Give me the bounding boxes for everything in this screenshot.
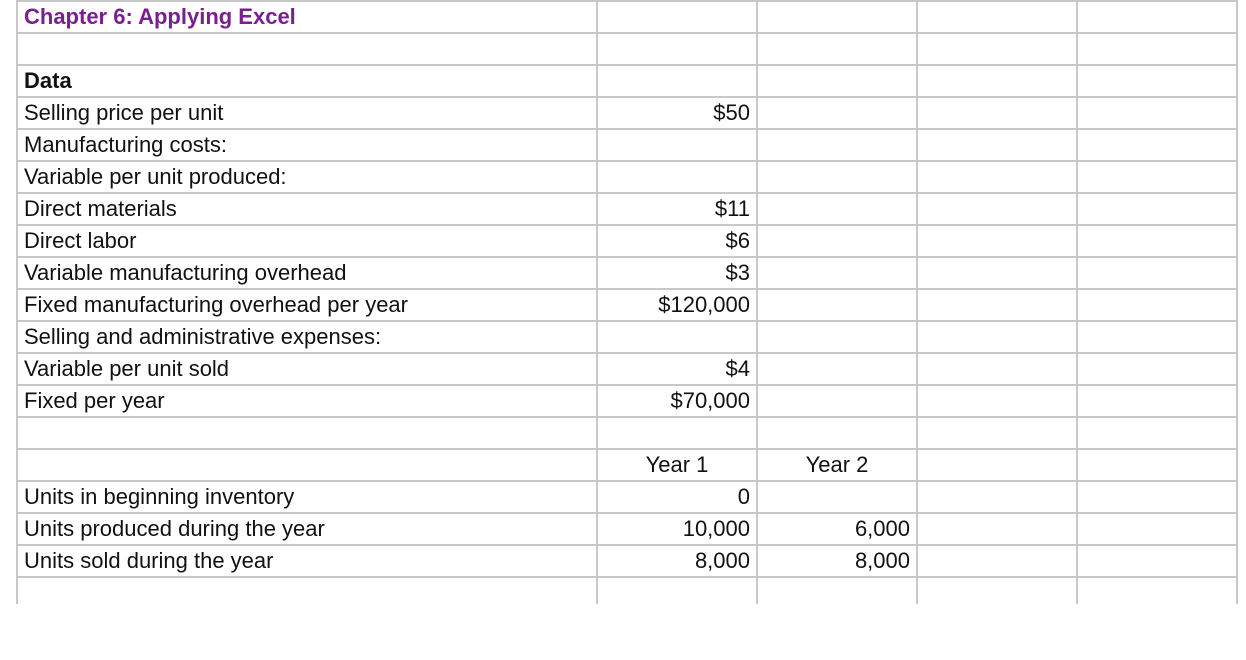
year2-header[interactable]: Year 2 (757, 449, 917, 481)
cell[interactable] (757, 353, 917, 385)
sheet-row (0, 1, 1237, 33)
cell[interactable] (917, 513, 1077, 545)
cell[interactable] (1077, 289, 1237, 321)
selling-price-value[interactable]: $50 (597, 97, 757, 129)
direct-labor-value[interactable]: $6 (597, 225, 757, 257)
cell[interactable] (597, 65, 757, 97)
sheet-row (0, 449, 1237, 481)
sheet-row (0, 577, 1237, 604)
sheet-row (0, 385, 1237, 417)
cell[interactable] (757, 417, 917, 449)
cell[interactable] (757, 577, 917, 604)
cell[interactable] (597, 33, 757, 65)
fixed-mfg-overhead-value[interactable]: $120,000 (597, 289, 757, 321)
units-produced-label[interactable]: Units produced during the year (17, 513, 597, 545)
cell[interactable] (597, 161, 757, 193)
cell[interactable] (917, 161, 1077, 193)
cell[interactable] (917, 449, 1077, 481)
direct-labor-label[interactable]: Direct labor (17, 225, 597, 257)
cell[interactable] (1077, 65, 1237, 97)
cell[interactable] (917, 417, 1077, 449)
sheet-row (0, 321, 1237, 353)
cell[interactable] (1077, 129, 1237, 161)
sheet-row (0, 481, 1237, 513)
beginning-inventory-year2[interactable] (757, 481, 917, 513)
cell[interactable] (1077, 513, 1237, 545)
sheet-row (0, 257, 1237, 289)
data-heading[interactable]: Data (17, 65, 597, 97)
variable-mfg-overhead-value[interactable]: $3 (597, 257, 757, 289)
cell[interactable] (917, 33, 1077, 65)
direct-materials-value[interactable]: $11 (597, 193, 757, 225)
cell[interactable] (597, 1, 757, 33)
fixed-per-year-label[interactable]: Fixed per year (17, 385, 597, 417)
year1-header[interactable]: Year 1 (597, 449, 757, 481)
cell[interactable] (17, 417, 597, 449)
selling-price-label[interactable]: Selling price per unit (17, 97, 597, 129)
cell[interactable] (1077, 1, 1237, 33)
cell[interactable] (1077, 449, 1237, 481)
units-sold-label[interactable]: Units sold during the year (17, 545, 597, 577)
cell[interactable] (917, 385, 1077, 417)
cell[interactable] (1077, 321, 1237, 353)
cell[interactable] (757, 225, 917, 257)
cell[interactable] (1077, 193, 1237, 225)
sheet-row (0, 65, 1237, 97)
fixed-per-year-value[interactable]: $70,000 (597, 385, 757, 417)
cell[interactable] (757, 97, 917, 129)
sheet-row (0, 33, 1237, 65)
units-produced-year1[interactable]: 10,000 (597, 513, 757, 545)
cell[interactable] (757, 161, 917, 193)
sheet-title[interactable]: Chapter 6: Applying Excel (17, 1, 597, 33)
variable-per-unit-sold-label[interactable]: Variable per unit sold (17, 353, 597, 385)
cell[interactable] (17, 33, 597, 65)
sheet-row (0, 193, 1237, 225)
cell[interactable] (757, 65, 917, 97)
cell[interactable] (17, 449, 597, 481)
cell[interactable] (917, 1, 1077, 33)
sheet-row (0, 97, 1237, 129)
variable-mfg-overhead-label[interactable]: Variable manufacturing overhead (17, 257, 597, 289)
sheet-row (0, 129, 1237, 161)
cell[interactable] (917, 577, 1077, 604)
cell[interactable] (917, 257, 1077, 289)
cell[interactable] (1077, 385, 1237, 417)
cell[interactable] (1077, 417, 1237, 449)
cell[interactable] (1077, 161, 1237, 193)
cell[interactable] (1077, 545, 1237, 577)
sheet-row (0, 545, 1237, 577)
cell[interactable] (1077, 97, 1237, 129)
cell[interactable] (757, 257, 917, 289)
cell[interactable] (597, 321, 757, 353)
cell[interactable] (757, 129, 917, 161)
cell[interactable] (917, 353, 1077, 385)
direct-materials-label[interactable]: Direct materials (17, 193, 597, 225)
sheet-row (0, 417, 1237, 449)
cell[interactable] (917, 129, 1077, 161)
cell[interactable] (1077, 225, 1237, 257)
cell[interactable] (597, 129, 757, 161)
cell[interactable] (1077, 577, 1237, 604)
sheet-row (0, 161, 1237, 193)
cell[interactable] (917, 321, 1077, 353)
cell[interactable] (757, 289, 917, 321)
units-sold-year1[interactable]: 8,000 (597, 545, 757, 577)
cell[interactable] (597, 577, 757, 604)
cell[interactable] (17, 577, 597, 604)
beginning-inventory-label[interactable]: Units in beginning inventory (17, 481, 597, 513)
cell[interactable] (917, 193, 1077, 225)
sheet-row (0, 225, 1237, 257)
cell[interactable] (1077, 353, 1237, 385)
cell[interactable] (757, 385, 917, 417)
sga-expenses-label[interactable]: Selling and administrative expenses: (17, 321, 597, 353)
variable-per-unit-sold-value[interactable]: $4 (597, 353, 757, 385)
cell[interactable] (917, 97, 1077, 129)
cell[interactable] (917, 289, 1077, 321)
cell[interactable] (917, 545, 1077, 577)
cell[interactable] (917, 225, 1077, 257)
fixed-mfg-overhead-label[interactable]: Fixed manufacturing overhead per year (17, 289, 597, 321)
units-sold-year2[interactable]: 8,000 (757, 545, 917, 577)
cell[interactable] (757, 33, 917, 65)
cell[interactable] (1077, 257, 1237, 289)
sheet-row (0, 289, 1237, 321)
manufacturing-costs-label[interactable]: Manufacturing costs: (17, 129, 597, 161)
units-produced-year2[interactable]: 6,000 (757, 513, 917, 545)
cell[interactable] (757, 321, 917, 353)
cell[interactable] (1077, 33, 1237, 65)
cell[interactable] (757, 193, 917, 225)
cell[interactable] (1077, 481, 1237, 513)
sheet-row (0, 353, 1237, 385)
cell[interactable] (597, 417, 757, 449)
sheet-row (0, 513, 1237, 545)
cell[interactable] (917, 481, 1077, 513)
beginning-inventory-year1[interactable]: 0 (597, 481, 757, 513)
cell[interactable] (917, 65, 1077, 97)
variable-per-unit-produced-label[interactable]: Variable per unit produced: (17, 161, 597, 193)
cell[interactable] (757, 1, 917, 33)
